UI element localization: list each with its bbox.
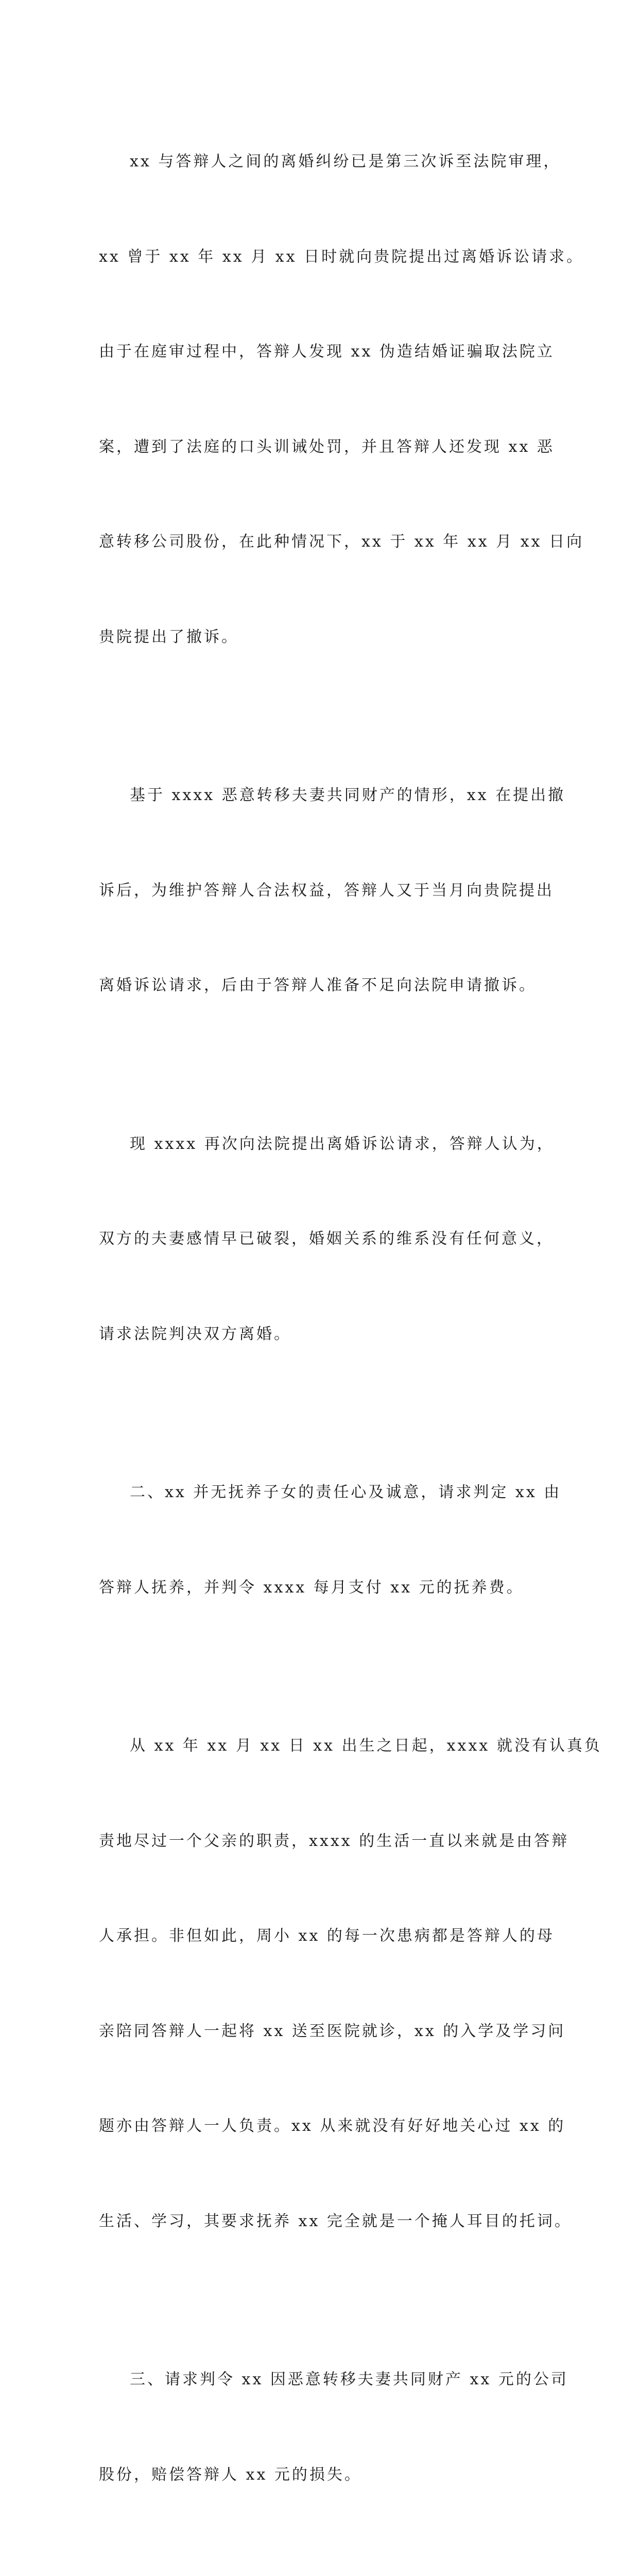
text-line: 股份，赔偿答辩人 xx 元的损失。 — [99, 2465, 362, 2484]
paragraph-6 — [99, 2300, 568, 2554]
paragraph-5 — [99, 1667, 602, 2300]
text-line: 三、请求判令 xx 因恶意转移夫妻共同财产 xx 元的公司 — [130, 2370, 568, 2388]
paragraph-4 — [99, 1413, 562, 1667]
text-line: 亲陪同答辩人一起将 xx 送至医院就诊，xx 的入学及学习问 — [99, 2022, 566, 2040]
text-line: xx 与答辩人之间的离婚纠纷已是第三次诉至法院审理， — [130, 152, 561, 171]
paragraph-2 — [99, 716, 566, 1065]
text-line: 案，遭到了法庭的口头训诫处罚，并且答辩人还发现 xx 恶 — [99, 437, 555, 456]
text-line: xx 曾于 xx 年 xx 月 xx 日时就向贵院提出过离婚诉讼请求。 — [99, 247, 584, 266]
text-line: 现 xxxx 再次向法院提出离婚诉讼请求，答辩人认为， — [130, 1134, 555, 1153]
document-body — [99, 82, 602, 2576]
text-line: 生活、学习，其要求抚养 xx 完全就是一个掩人耳目的托词。 — [99, 2212, 572, 2230]
text-line: 请求法院判决双方离婚。 — [99, 1325, 291, 1343]
text-line: 意转移公司股份，在此种情况下，xx 于 xx 年 xx 月 xx 日向 — [99, 533, 584, 551]
text-line: 贵院提出了撤诉。 — [99, 628, 239, 646]
paragraph-1 — [99, 82, 584, 716]
text-line: 题亦由答辩人一人负责。xx 从来就没有好好地关心过 xx 的 — [99, 2117, 566, 2135]
text-line: 诉后，为维护答辩人合法权益，答辩人又于当月向贵院提出 — [99, 881, 554, 900]
text-line: 人承担。非但如此，周小 xx 的每一次患病都是答辩人的母 — [99, 1927, 555, 1945]
text-line: 二、xx 并无抚养子女的责任心及诚意，请求判定 xx 由 — [130, 1483, 562, 1501]
text-line: 双方的夫妻感情早已破裂，婚姻关系的维系没有任何意义， — [99, 1230, 554, 1248]
text-line: 责地尽过一个父亲的职责，xxxx 的生活一直以来就是由答辩 — [99, 1832, 569, 1850]
text-line: 从 xx 年 xx 月 xx 日 xx 出生之日起，xxxx 就没有认真负 — [130, 1737, 602, 1755]
paragraph-7 — [99, 2554, 542, 2576]
text-line: 离婚诉讼请求，后由于答辩人准备不足向法院申请撤诉。 — [99, 976, 537, 994]
text-line: 由于在庭审过程中，答辩人发现 xx 伪造结婚证骗取法院立 — [99, 343, 555, 361]
text-line: 基于 xxxx 恶意转移夫妻共同财产的情形，xx 在提出撤 — [130, 786, 566, 804]
paragraph-3 — [99, 1065, 555, 1414]
text-line: 答辩人抚养，并判令 xxxx 每月支付 xx 元的抚养费。 — [99, 1578, 524, 1597]
